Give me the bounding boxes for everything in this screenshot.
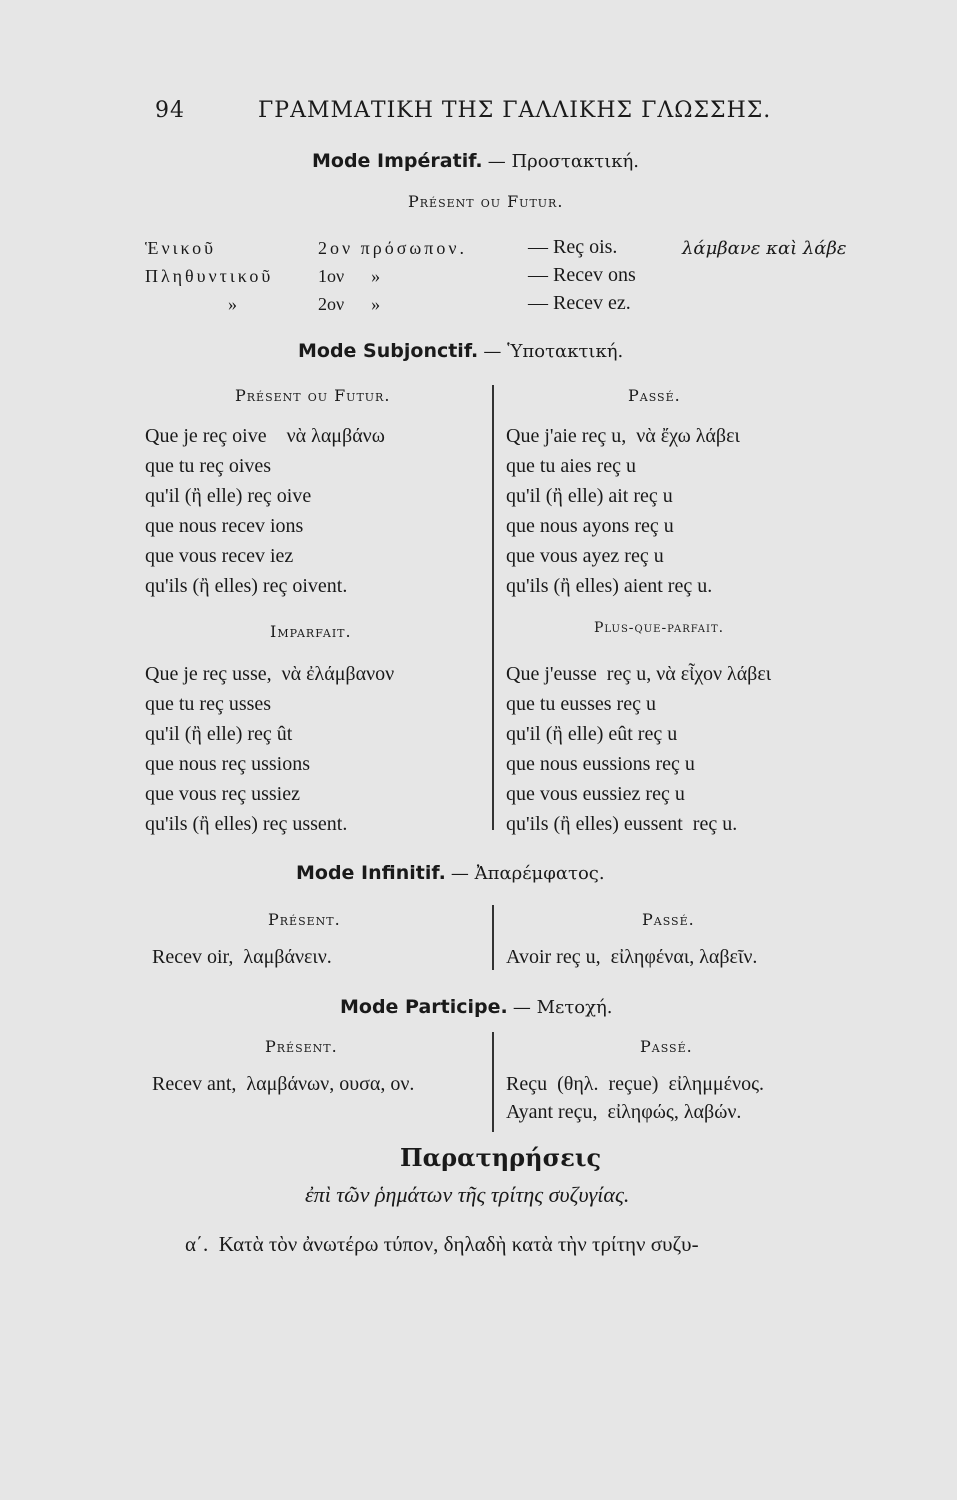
imp-form-2: — Recev ons bbox=[528, 264, 636, 286]
imp-label-2: Πληθυντικοῦ bbox=[145, 266, 274, 286]
list-item: que tu reç oives bbox=[145, 455, 272, 477]
list-item: que tu eusses reç u bbox=[506, 693, 656, 715]
list-item: qu'il (ἢ elle) ait reç u bbox=[506, 485, 673, 507]
inf-present-line: Recev oir, λαμβάνειν. bbox=[152, 946, 332, 968]
subj-present-heading: Présent ou Futur. bbox=[235, 386, 391, 405]
mode-greek: — Ὑποτακτική. bbox=[483, 341, 624, 362]
imp-person-1: 2ον πρόσωπον. bbox=[318, 238, 467, 258]
remarks-paragraph: α΄. Κατὰ τὸν ἀνωτέρω τύπον, δηλαδὴ κατὰ τὴν τρίτην συζυ- bbox=[185, 1232, 699, 1256]
remarks-title: Παρατηρήσεις bbox=[400, 1143, 602, 1172]
list-item: qu'il (ἢ elle) reç ût bbox=[145, 723, 293, 745]
list-item: qu'ils (ἢ elles) eussent reç u. bbox=[506, 813, 738, 835]
imp-form-3: — Recev ez. bbox=[528, 292, 631, 314]
list-item: qu'ils (ἢ elles) reç oivent. bbox=[145, 575, 348, 597]
imp-person-2: 1ον » bbox=[318, 266, 381, 286]
mode-title: Mode Subjonctif. bbox=[298, 340, 479, 362]
part-present-heading: Présent. bbox=[265, 1037, 338, 1056]
mode-greek: — Ἀπαρέμφατος. bbox=[450, 863, 605, 884]
list-item: que nous recev ions bbox=[145, 515, 304, 537]
list-item: qu'ils (ἢ elles) aient reç u. bbox=[506, 575, 713, 597]
subj-present-list bbox=[145, 425, 385, 605]
list-item: Que j'eusse reç u, νὰ εἶχον λάβει bbox=[506, 663, 772, 685]
list-item: que nous ayons reç u bbox=[506, 515, 674, 537]
subj-passe-heading: Passé. bbox=[628, 386, 681, 405]
list-item: que vous ayez reç u bbox=[506, 545, 664, 567]
imperatif-heading bbox=[312, 150, 639, 172]
part-passe-heading: Passé. bbox=[640, 1037, 693, 1056]
list-item: qu'il (ἢ elle) reç oive bbox=[145, 485, 312, 507]
participe-heading bbox=[340, 996, 613, 1018]
list-item: que tu aies reç u bbox=[506, 455, 636, 477]
imp-person-3: 2ον » bbox=[318, 294, 381, 314]
list-item: que tu reç usses bbox=[145, 693, 272, 715]
part-present-line: Recev ant, λαμβάνων, ουσα, ον. bbox=[152, 1073, 415, 1095]
mode-title: Mode Infinitif. bbox=[296, 862, 446, 884]
part-passe-line-1: Reçu (θηλ. reçue) εἰλημμένος. bbox=[506, 1073, 765, 1095]
list-item: Que j'aie reç u, νὰ ἔχω λάβει bbox=[506, 425, 740, 447]
list-item: que vous recev iez bbox=[145, 545, 294, 567]
list-item: que vous eussiez reç u bbox=[506, 783, 685, 805]
inf-passe-line: Avoir reç u, εἰληφέναι, λαβεῖν. bbox=[506, 946, 758, 968]
subj-passe-list bbox=[506, 425, 740, 605]
column-divider bbox=[492, 385, 494, 830]
list-item: que nous reç ussions bbox=[145, 753, 310, 775]
column-divider bbox=[492, 1032, 494, 1132]
imp-form-1: — Reç ois. bbox=[528, 236, 618, 258]
list-item: Que je reç oive νὰ λαμβάνω bbox=[145, 425, 385, 447]
inf-present-heading: Présent. bbox=[268, 910, 341, 929]
page-number: 94 bbox=[155, 98, 185, 123]
infinitif-heading bbox=[296, 862, 605, 884]
imp-label-3: » bbox=[228, 294, 237, 314]
list-item: Que je reç usse, νὰ ἐλάμβανον bbox=[145, 663, 395, 685]
list-item: que nous eussions reç u bbox=[506, 753, 695, 775]
subjonctif-heading bbox=[298, 340, 623, 362]
column-divider bbox=[492, 905, 494, 970]
subj-pqp-list bbox=[506, 663, 771, 843]
inf-passe-heading: Passé. bbox=[642, 910, 695, 929]
imp-label-1: Ἑνικοῦ bbox=[145, 238, 217, 258]
imperatif-subtitle: Présent ou Futur. bbox=[408, 192, 564, 211]
subj-imparfait-list bbox=[145, 663, 394, 843]
list-item: qu'il (ἢ elle) eût reç u bbox=[506, 723, 678, 745]
list-item: qu'ils (ἢ elles) reç ussent. bbox=[145, 813, 348, 835]
running-title: ΓΡΑΜΜΑΤΙΚΗ ΤΗΣ ΓΑΛΛΙΚΗΣ ΓΛΩΣΣΗΣ. bbox=[258, 98, 772, 123]
imp-greek-1: λάμβανε καὶ λάβε bbox=[682, 238, 847, 259]
subj-imparfait-heading: Imparfait. bbox=[270, 622, 352, 641]
mode-greek: — Προστακτική. bbox=[487, 151, 640, 172]
remarks-subtitle: ἐπὶ τῶν ῥημάτων τῆς τρίτης συζυγίας. bbox=[305, 1182, 630, 1207]
list-item: que vous reç ussiez bbox=[145, 783, 300, 805]
mode-greek: — Μετοχή. bbox=[512, 997, 613, 1018]
mode-title: Mode Impératif. bbox=[312, 150, 483, 172]
subj-pqp-heading: Plus-que-parfait. bbox=[594, 620, 725, 636]
part-passe-line-2: Ayant reçu, εἰληφώς, λαβών. bbox=[506, 1101, 742, 1123]
mode-title: Mode Participe. bbox=[340, 996, 508, 1018]
